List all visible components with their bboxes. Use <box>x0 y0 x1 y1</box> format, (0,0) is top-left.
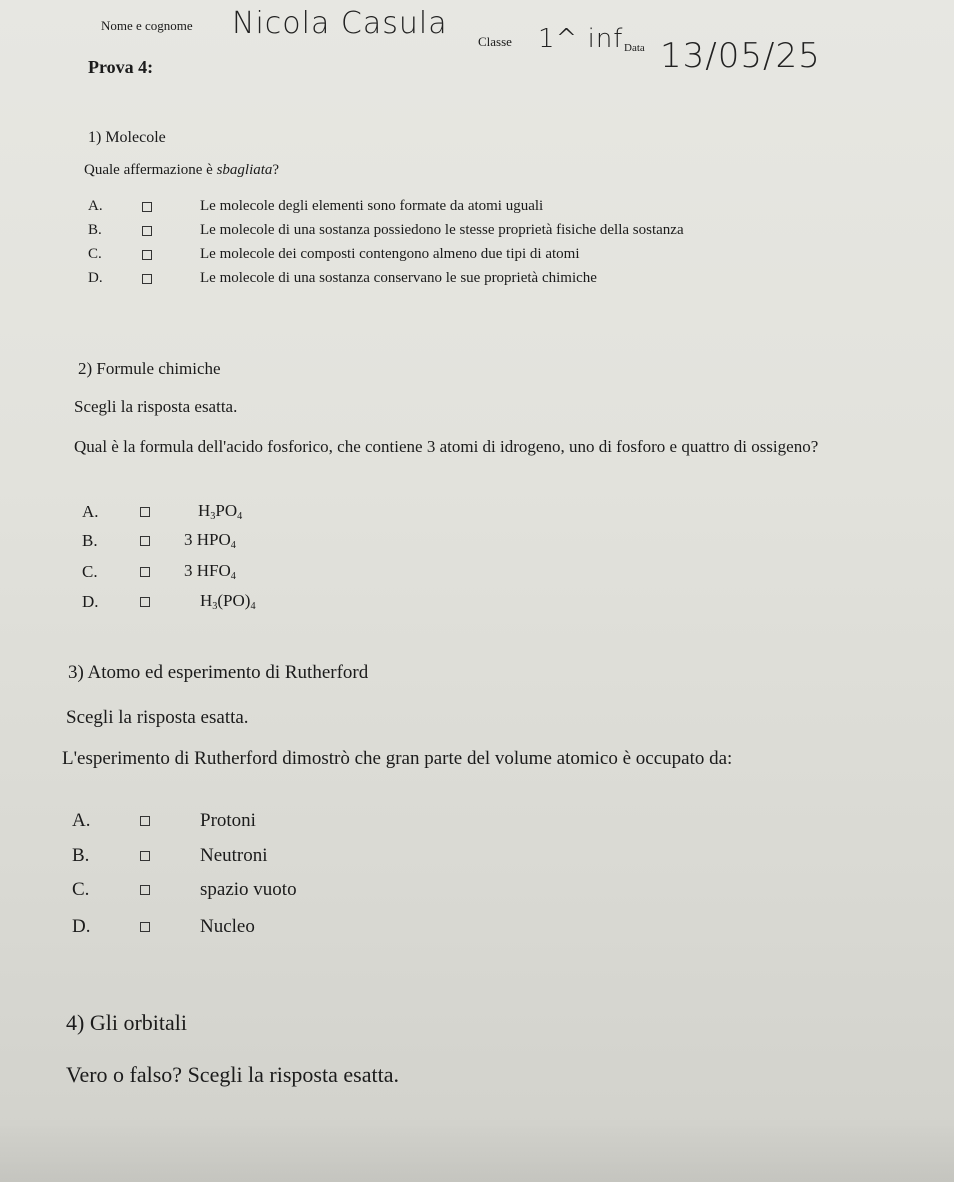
checkbox[interactable] <box>140 536 150 546</box>
q3-option-d[interactable] <box>72 916 255 938</box>
checkbox[interactable] <box>140 851 150 861</box>
q3-prompt: L'esperimento di Rutherford dimostrò che gran parte del volume atomico è occupato da: <box>62 748 733 769</box>
option-letter: C. <box>72 879 90 900</box>
option-text: Le molecole degli elementi sono formate da atomi uguali <box>200 198 544 214</box>
q4-heading: 4) Gli orbitali <box>66 1010 187 1035</box>
page-title: Prova 4: <box>88 57 154 77</box>
formula: $H_3PO_4$ <box>198 501 243 522</box>
checkbox[interactable] <box>140 885 150 895</box>
option-text: Le molecole di una sostanza conservano le sue proprietà chimiche <box>200 270 597 286</box>
option-letter: D. <box>82 591 99 611</box>
class-label: Classe <box>478 34 512 49</box>
option-text: spazio vuoto <box>200 879 297 900</box>
q2-option-d[interactable] <box>82 591 256 612</box>
checkbox[interactable] <box>140 597 150 607</box>
q1-prompt-main: Quale affermazione è <box>84 162 217 178</box>
q1-prompt-emph: sbagliata <box>216 162 273 178</box>
q2-option-b[interactable] <box>82 530 236 551</box>
q3-option-c[interactable] <box>72 879 297 901</box>
checkbox[interactable] <box>140 507 150 517</box>
q3-heading: 3) Atomo ed esperimento di Rutherford <box>68 662 369 683</box>
q3-option-a[interactable] <box>72 810 256 832</box>
date-label: Data <box>624 42 645 54</box>
q2-instruction: Scegli la risposta esatta. <box>74 397 238 416</box>
option-text: Nucleo <box>200 916 255 937</box>
option-text: Le molecole di una sostanza possiedono le stesse proprietà fisiche della sostanza <box>200 222 684 238</box>
option-letter: A. <box>82 501 99 521</box>
q3-instruction: Scegli la risposta esatta. <box>66 707 249 728</box>
option-text: Neutroni <box>200 845 268 866</box>
option-letter: D. <box>88 270 103 286</box>
checkbox[interactable] <box>142 274 152 284</box>
checkbox[interactable] <box>140 922 150 932</box>
checkbox[interactable] <box>142 250 152 260</box>
option-letter: D. <box>72 916 91 937</box>
q2-option-a[interactable] <box>82 501 242 522</box>
q1-option-b[interactable] <box>88 222 684 239</box>
option-letter: B. <box>88 222 102 238</box>
q4-instruction: Vero o falso? Scegli la risposta esatta. <box>66 1062 399 1087</box>
option-letter: C. <box>88 246 102 262</box>
date-value: 13/05/25 <box>660 36 821 76</box>
q2-heading: 2) Formule chimiche <box>78 359 221 378</box>
option-letter: A. <box>88 198 103 214</box>
q1-prompt <box>84 162 279 179</box>
name-label: Nome e cognome <box>101 18 193 33</box>
checkbox[interactable] <box>142 226 152 236</box>
paper-shadow <box>0 1118 954 1182</box>
q1-option-a[interactable] <box>88 198 543 215</box>
option-letter: C. <box>82 561 98 581</box>
formula: $H_3(PO)_4$ <box>200 591 256 612</box>
option-letter: B. <box>72 845 90 866</box>
q1-option-c[interactable] <box>88 246 580 263</box>
formula: 3 $HFO_4$ <box>184 561 236 582</box>
option-letter: B. <box>82 530 98 550</box>
formula: 3 $HPO_4$ <box>184 530 236 551</box>
checkbox[interactable] <box>140 816 150 826</box>
option-letter: A. <box>72 810 91 831</box>
q2-option-c[interactable] <box>82 561 236 582</box>
name-value: Nicola Casula <box>232 6 448 41</box>
checkbox[interactable] <box>142 202 152 212</box>
q1-option-d[interactable] <box>88 270 597 287</box>
q1-prompt-end: ? <box>272 162 280 178</box>
q2-prompt: Qual è la formula dell'acido fosforico, che contiene 3 atomi di idrogeno, uno di fosforo e quattro di ossigeno? <box>74 437 819 456</box>
checkbox[interactable] <box>140 567 150 577</box>
q1-heading: 1) Molecole <box>88 129 166 146</box>
class-value: 1^ inf <box>538 24 624 54</box>
option-text: Protoni <box>200 810 256 831</box>
option-text: Le molecole dei composti contengono almeno due tipi di atomi <box>200 246 580 262</box>
q3-option-b[interactable] <box>72 845 268 867</box>
